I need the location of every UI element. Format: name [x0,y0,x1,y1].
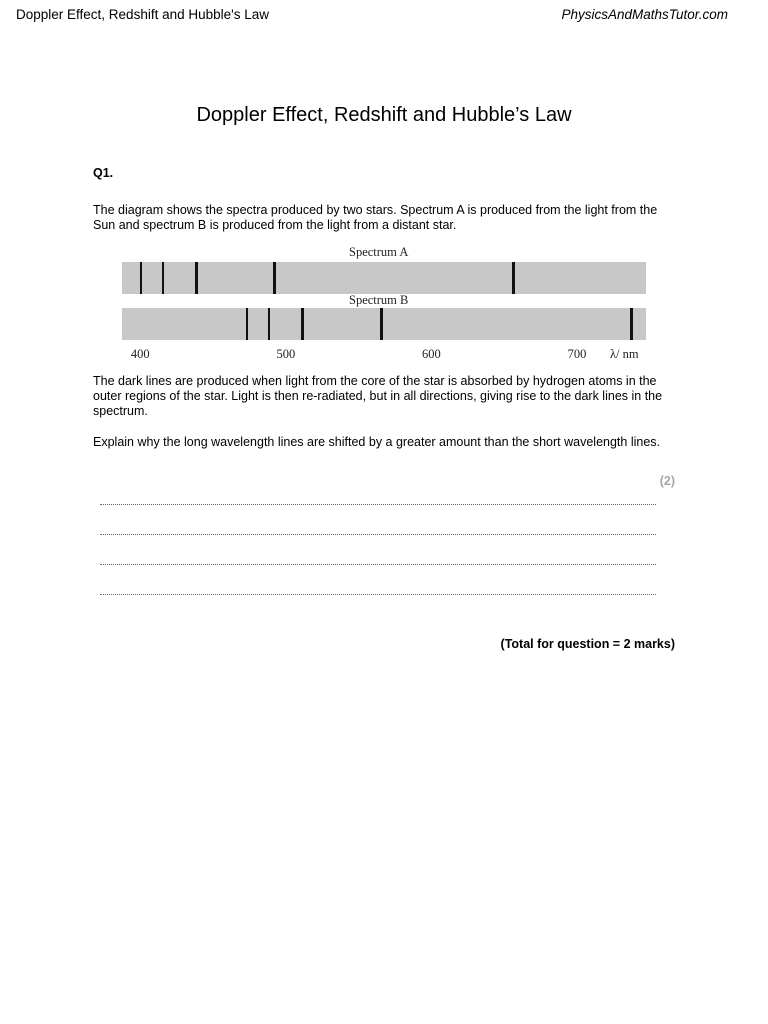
spectrum-a-line-438nm [195,262,198,294]
question-prompt: Explain why the long wavelength lines are shifted by a greater amount than the short wavelength lines. [93,435,661,449]
answer-line-2[interactable] [100,534,656,535]
spectrum-b-line-511nm [301,308,304,340]
tick-label-400: 400 [130,347,150,361]
tick-label-600: 600 [422,347,441,361]
question-number: Q1. [93,166,114,180]
spectrum-b-line-488nm [268,308,270,340]
spectrum-b-line-737nm [630,308,633,340]
total-marks: (Total for question = 2 marks) [500,637,675,651]
tick-label-700: 700 [567,347,587,361]
spectrum-a-line-400nm [140,262,142,294]
marks-label: (2) [659,474,675,488]
question-intro: The diagram shows the spectra produced by two stars. Spectrum A is produced from the light from the Sun and spectrum B is produced from the light from a distant star. [93,203,658,233]
spectrum-a-line-415nm [162,262,164,294]
answer-line-4[interactable] [100,594,656,595]
spectrum-b-label: Spectrum B [349,293,409,307]
question-info: The dark lines are produced when light from the core of the star is absorbed by hydrogen atoms in the outer regions of the star. Light is then re-radiated, but in all directions, giving rise to the dark lines in the spectrum. [93,374,663,419]
header-right-text: PhysicsAndMathsTutor.com [561,7,728,22]
spectrum-a-band [122,262,646,294]
answer-line-3[interactable] [100,564,656,565]
axis-unit-label: λ/ nm [610,347,639,361]
spectrum-a-line-492nm [273,262,276,294]
spectrum-a-line-656nm [512,262,515,294]
header-left-text: Doppler Effect, Redshift and Hubble's Law [16,7,269,22]
spectra-diagram [118,243,650,363]
spectrum-b-band [122,308,646,340]
page-title: Doppler Effect, Redshift and Hubble’s Law [196,104,572,126]
spectrum-b-line-473nm [246,308,248,340]
spectrum-a-label: Spectrum A [349,245,409,259]
spectrum-b-line-565nm [380,308,383,340]
answer-line-1[interactable] [100,504,656,505]
tick-label-500: 500 [276,347,296,361]
